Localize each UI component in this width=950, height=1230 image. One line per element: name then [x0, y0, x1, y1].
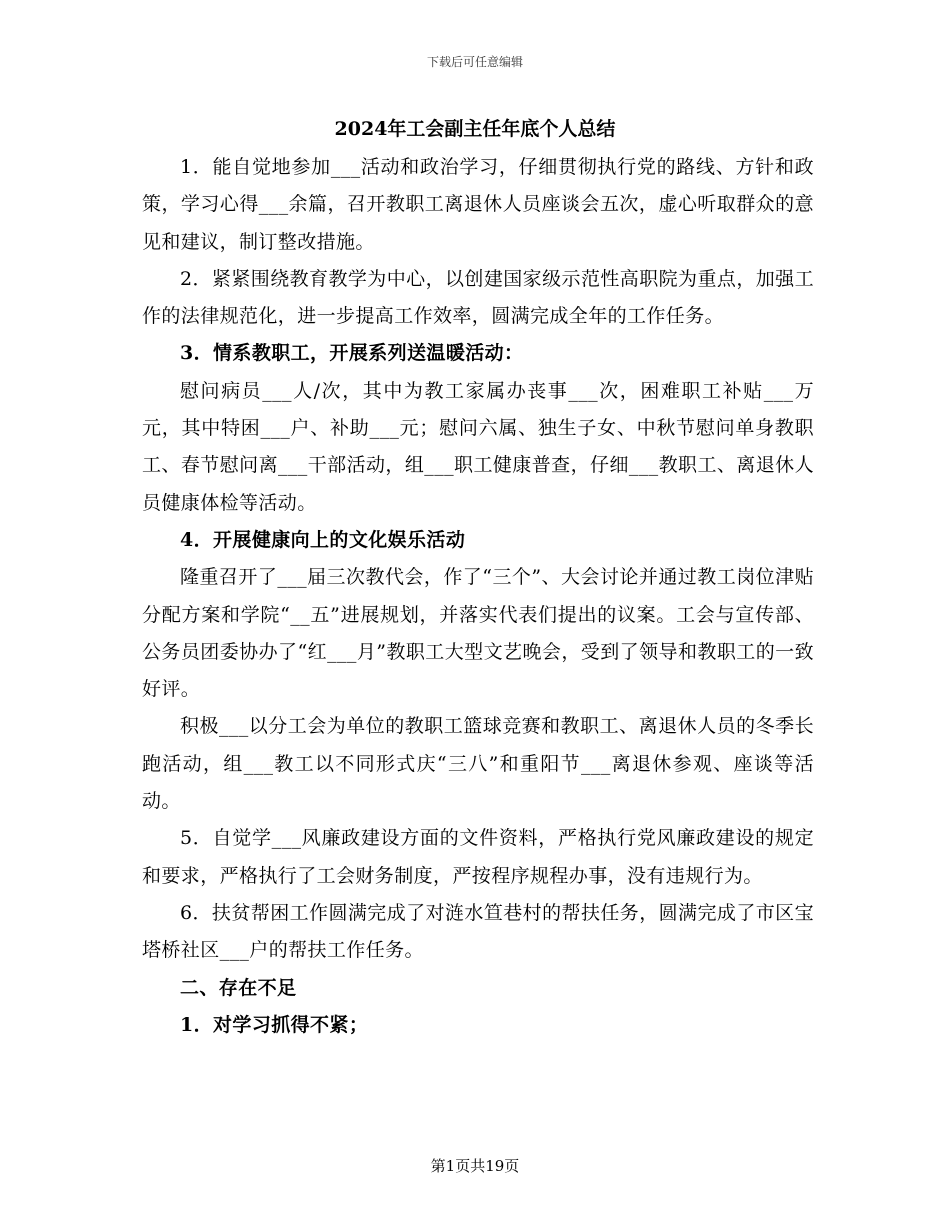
paragraph-1: 1．能自觉地参加___活动和政治学习，仔细贯彻执行党的路线、方针和政策，学习心得___余篇，召开教职工离退休人员座谈会五次，虚心听取群众的意见和建议，制订整改措施。	[142, 156, 814, 253]
section-heading-shortcomings: 二、存在不足	[180, 976, 297, 999]
document-body	[142, 149, 814, 1044]
page-header-note: 下载后可任意编辑	[426, 55, 523, 69]
document-title: 2024年工会副主任年底个人总结	[334, 118, 616, 140]
paragraph-4-body-b: 积极___以分工会为单位的教职工篮球竞赛和教职工、离退休人员的冬季长跑活动，组___教工以不同形式庆“三八”和重阳节___离退休参观、座谈等活动。	[142, 715, 814, 813]
paragraph-2: 2．紧紧围绕教育教学为中心，以创建国家级示范性高职院为重点，加强工作的法律规范化，进一步提高工作效率，圆满完成全年的工作任务。	[142, 267, 814, 328]
shortcoming-item-1: 1．对学习抓得不紧；	[180, 1013, 369, 1036]
paragraph-4-body-a: 隆重召开了___届三次教代会，作了“三个”、大会讨论并通过教工岗位津贴分配方案和学院“__五”进展规划，并落实代表们提出的议案。工会与宣传部、公务员团委协办了“红___月”教职工大型文艺晚会，受到了领导和教职工的一致好评。	[142, 566, 814, 701]
paragraph-3-body: 慰问病员___人/次，其中为教工家属办丧事___次，困难职工补贴___万元，其中特困___户、补助___元；慰问六属、独生子女、中秋节慰问单身教职工、春节慰问离___干部活动，组___职工健康普查，仔细___教职工、离退休人员健康体检等活动。	[142, 379, 814, 514]
page-number: 第1页共19页	[430, 1157, 520, 1175]
section-heading-3: 3．情系教职工，开展系列送温暖活动：	[180, 342, 524, 365]
section-heading-4: 4．开展健康向上的文化娱乐活动	[180, 528, 466, 551]
paragraph-5: 5．自觉学___风廉政建设方面的文件资料，严格执行党风廉政建设的规定和要求，严格执行了工会财务制度，严按程序规程办事，没有违规行为。	[142, 827, 814, 887]
paragraph-6: 6．扶贫帮困工作圆满完成了对涟水笪巷村的帮扶任务，圆满完成了市区宝塔桥社区___户的帮扶工作任务。	[142, 901, 814, 962]
